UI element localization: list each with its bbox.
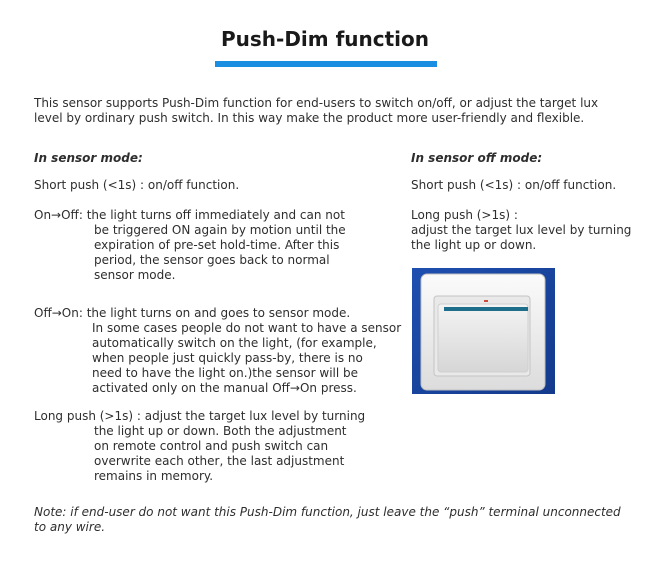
long-push-line: remains in memory. [94, 469, 214, 483]
sensor-off-mode-heading: In sensor off mode: [411, 151, 543, 165]
off-on-line: In some cases people do not want to have a sensor [92, 321, 402, 335]
sensor-mode-heading: In sensor mode: [34, 151, 143, 165]
off-on-label: Off→On: [34, 306, 83, 320]
off-on-line: automatically switch on the light, (for example, [92, 336, 377, 350]
on-off-line: expiration of pre-set hold-time. After this [94, 238, 340, 252]
long-push-line: overwrite each other, the last adjustment [94, 454, 345, 468]
sensor-mode-short-push: Short push (<1s) : on/off function. [34, 178, 240, 192]
intro-paragraph: This sensor supports Push-Dim function for end-users to switch on/off, or adjust the target lux level by ordinary push switch. In this way make the product more user-friendly and flexible. [34, 96, 599, 125]
long-push-line: on remote control and push switch can [94, 439, 329, 453]
on-off-line: period, the sensor goes back to normal [94, 253, 330, 267]
long-push-line: adjust the target lux level by turning [144, 409, 366, 423]
on-off-line: be triggered ON again by motion until the [94, 223, 346, 237]
long-push-label: Long push (>1s) : [34, 409, 141, 423]
sensor-off-long-push-block [411, 208, 641, 253]
off-on-line: need to have the light on.)the sensor will be [92, 366, 359, 380]
off-on-line: when people just quickly pass-by, there is no [92, 351, 363, 365]
on-off-line: sensor mode. [94, 268, 176, 282]
off-on-line: activated only on the manual Off→On press. [92, 381, 357, 395]
on-off-block [34, 208, 414, 283]
long-push-line: the light up or down. Both the adjustment [94, 424, 347, 438]
sensor-off-long-push-label: Long push (>1s) : [411, 208, 518, 222]
off-on-line: the light turns on and goes to sensor mode. [86, 306, 351, 320]
on-off-line: the light turns off immediately and can not [86, 208, 345, 222]
push-switch-photo [412, 268, 555, 394]
off-on-block [34, 306, 414, 396]
title-underline [215, 61, 437, 67]
note-text: Note: if end-user do not want this Push-Dim function, just leave the “push” terminal unconnected to any wire. [34, 505, 621, 534]
sensor-off-short-push: Short push (<1s) : on/off function. [411, 178, 617, 192]
long-push-block [34, 409, 414, 484]
on-off-label: On→Off: [34, 208, 83, 222]
page-title: Push-Dim function [220, 27, 430, 51]
sensor-off-long-push-line: adjust the target lux level by turning [411, 223, 632, 237]
sensor-off-long-push-line: the light up or down. [411, 238, 537, 252]
